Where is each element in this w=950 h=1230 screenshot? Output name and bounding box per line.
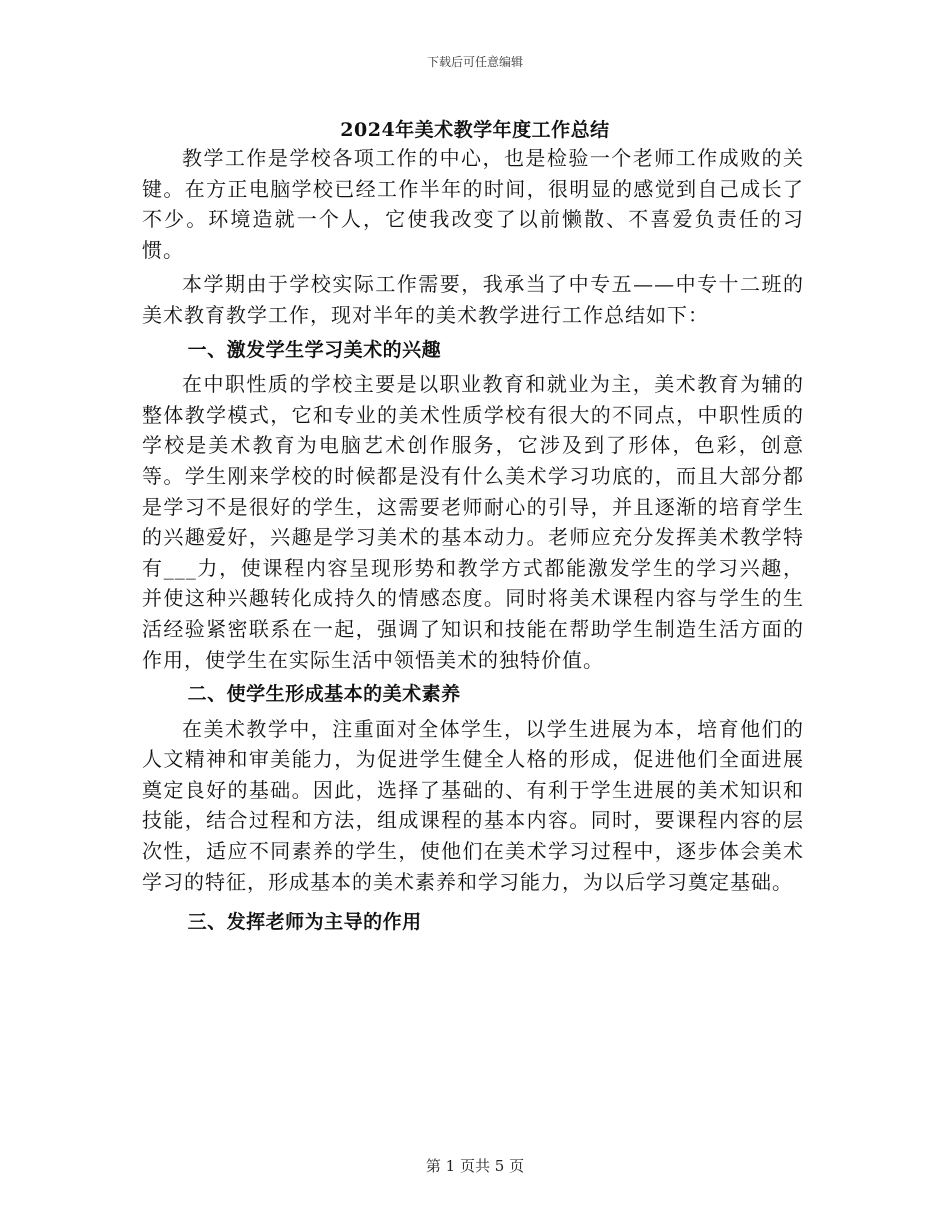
document-title: 2024年美术教学年度工作总结 <box>340 119 610 141</box>
section-heading-3: 三、发挥老师为主导的作用 <box>187 911 422 934</box>
intro-paragraph-2: 本学期由于学校实际工作需要，我承当了中专五——中专十二班的美术教育教学工作，现对半年的美术教学进行工作总结如下： <box>142 272 804 327</box>
document-body <box>142 143 804 942</box>
section-paragraph-1: 在中职性质的学校主要是以职业教育和就业为主，美术教育为辅的整体教学模式，它和专业的美术性质学校有很大的不同点，中职性质的学校是美术教育为电脑艺术创作服务，它涉及到了形体，色彩，创意等。学生刚来学校的时候都是没有什么美术学习功底的，而且大部分都是学习不是很好的学生，这需要老师耐心的引导，并且逐渐的培育学生的兴趣爱好，兴趣是学习美术的基本动力。老师应充分发挥美术教学特有___力，使课程内容呈现形势和教学方式都能激发学生的学习兴趣，并使这种兴趣转化成持久的情感态度。同时将美术课程内容与学生的生活经验紧密联系在一起，强调了知识和技能在帮助学生制造生活方面的作用，使学生在实际生活中领悟美术的独特价值。 <box>142 372 804 672</box>
intro-paragraph-1: 教学工作是学校各项工作的中心，也是检验一个老师工作成败的关键。在方正电脑学校已经工作半年的时间，很明显的感觉到自己成长了不少。环境造就一个人，它使我改变了以前懒散、不喜爱负责任的习惯。 <box>142 146 804 262</box>
section-heading-2: 二、使学生形成基本的美术素养 <box>187 683 461 706</box>
section-heading-1: 一、激发学生学习美术的兴趣 <box>187 338 442 361</box>
page-number: 第 1 页共 5 页 <box>425 1157 525 1175</box>
header-note: 下载后可任意编辑 <box>426 55 523 69</box>
section-paragraph-2: 在美术教学中，注重面对全体学生，以学生进展为本，培育他们的人文精神和审美能力，为促进学生健全人格的形成，促进他们全面进展奠定良好的基础。因此，选择了基础的、有利于学生进展的美术知识和技能，结合过程和方法，组成课程的基本内容。同时，要课程内容的层次性，适应不同素养的学生，使他们在美术学习过程中，逐步体会美术学习的特征，形成基本的美术素养和学习能力，为以后学习奠定基础。 <box>142 716 804 894</box>
